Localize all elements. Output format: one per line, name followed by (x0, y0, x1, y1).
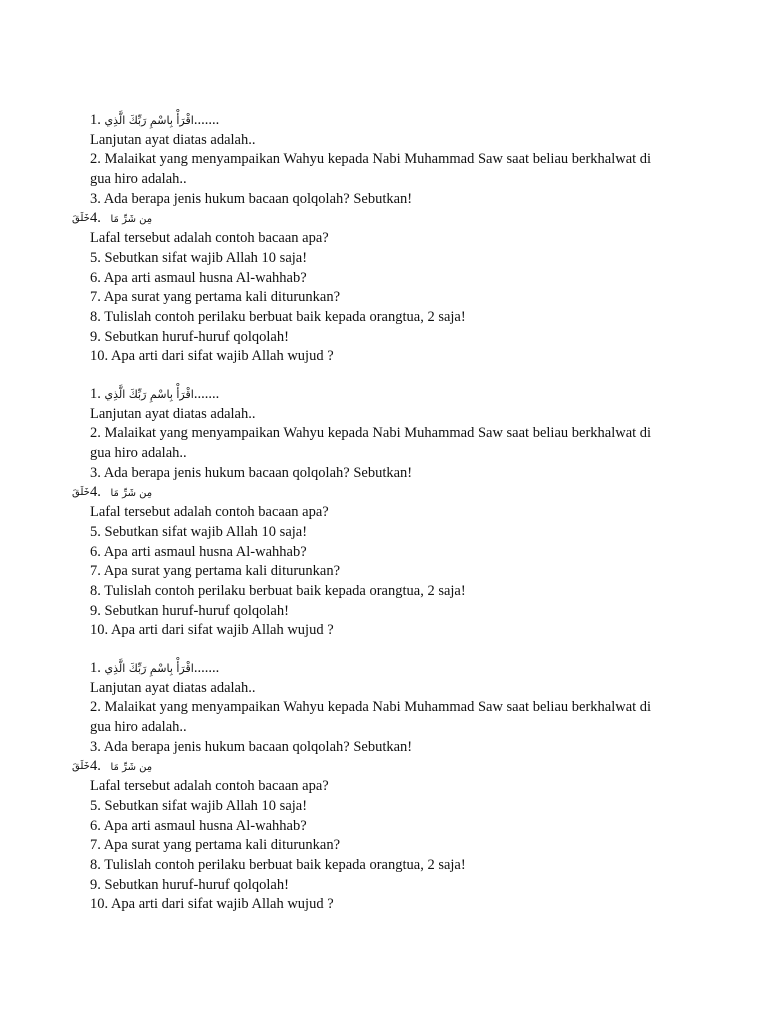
question-1-arabic: اقْرَأْ بِاسْمِ رَبِّكَ الَّذِي (104, 388, 194, 401)
question-4-arabic: مِن شَرِّ مَا (110, 488, 153, 500)
question-4-prefix-arabic: خَلَقَ (72, 487, 90, 499)
question-8: 8. Tulislah contoh perilaku berbuat baik kepada orangtua, 2 saja! (90, 856, 466, 873)
question-1-dots: ....... (193, 112, 220, 128)
question-2-line-1: 2. Malaikat yang menyampaikan Wahyu kepada Nabi Muhammad Saw saat beliau berkhalwat di (90, 699, 652, 716)
question-5: 5. Sebutkan sifat wajib Allah 10 saja! (90, 249, 308, 266)
question-5: 5. Sebutkan sifat wajib Allah 10 saja! (90, 797, 308, 814)
question-1-number: 1. (90, 112, 101, 128)
question-4 (72, 209, 690, 229)
question-4-prefix-arabic: خَلَقَ (72, 213, 90, 225)
question-2-line-2: gua hiro adalah.. (90, 719, 187, 736)
question-8: 8. Tulislah contoh perilaku berbuat baik kepada orangtua, 2 saja! (90, 582, 466, 599)
question-4-arabic: مِن شَرِّ مَا (110, 214, 153, 226)
question-3: 3. Ada berapa jenis hukum bacaan qolqolah? Sebutkan! (90, 738, 413, 755)
question-1-followup: Lanjutan ayat diatas adalah.. (90, 679, 256, 696)
question-4-prefix-arabic: خَلَقَ (72, 761, 90, 773)
question-3: 3. Ada berapa jenis hukum bacaan qolqolah? Sebutkan! (90, 190, 413, 207)
question-1 (90, 111, 690, 131)
question-1-dots: ....... (193, 386, 220, 402)
question-10: 10. Apa arti dari sifat wajib Allah wujud ? (90, 622, 334, 639)
question-6: 6. Apa arti asmaul husna Al-wahhab? (90, 817, 307, 834)
question-1 (90, 385, 690, 405)
question-4-followup: Lafal tersebut adalah contoh bacaan apa? (90, 504, 329, 521)
question-1-number: 1. (90, 660, 101, 676)
question-4-followup: Lafal tersebut adalah contoh bacaan apa? (90, 778, 329, 795)
question-1-arabic: اقْرَأْ بِاسْمِ رَبِّكَ الَّذِي (104, 114, 194, 127)
question-4-number: 4. (90, 758, 101, 775)
question-block-1 (72, 111, 690, 367)
question-5: 5. Sebutkan sifat wajib Allah 10 saja! (90, 523, 308, 540)
question-2-line-1: 2. Malaikat yang menyampaikan Wahyu kepada Nabi Muhammad Saw saat beliau berkhalwat di (90, 151, 652, 168)
question-block-3 (72, 659, 690, 915)
question-2-line-1: 2. Malaikat yang menyampaikan Wahyu kepada Nabi Muhammad Saw saat beliau berkhalwat di (90, 425, 652, 442)
question-9: 9. Sebutkan huruf-huruf qolqolah! (90, 328, 289, 345)
question-4-followup: Lafal tersebut adalah contoh bacaan apa? (90, 230, 329, 247)
question-9: 9. Sebutkan huruf-huruf qolqolah! (90, 876, 289, 893)
question-6: 6. Apa arti asmaul husna Al-wahhab? (90, 543, 307, 560)
question-4-number: 4. (90, 210, 101, 227)
question-7: 7. Apa surat yang pertama kali diturunkan? (90, 289, 341, 306)
question-1-followup: Lanjutan ayat diatas adalah.. (90, 405, 256, 422)
question-4 (72, 757, 690, 777)
question-10: 10. Apa arti dari sifat wajib Allah wujud ? (90, 896, 334, 913)
question-7: 7. Apa surat yang pertama kali diturunkan? (90, 837, 341, 854)
question-2-line-2: gua hiro adalah.. (90, 171, 187, 188)
question-4-arabic: مِن شَرِّ مَا (110, 762, 153, 774)
question-2-line-2: gua hiro adalah.. (90, 445, 187, 462)
question-block-2 (72, 385, 690, 641)
question-1-number: 1. (90, 386, 101, 402)
question-8: 8. Tulislah contoh perilaku berbuat baik kepada orangtua, 2 saja! (90, 308, 466, 325)
question-10: 10. Apa arti dari sifat wajib Allah wujud ? (90, 348, 334, 365)
question-4 (72, 483, 690, 503)
question-9: 9. Sebutkan huruf-huruf qolqolah! (90, 602, 289, 619)
question-1-arabic: اقْرَأْ بِاسْمِ رَبِّكَ الَّذِي (104, 662, 194, 675)
question-7: 7. Apa surat yang pertama kali diturunkan? (90, 563, 341, 580)
question-1 (90, 659, 690, 679)
question-3: 3. Ada berapa jenis hukum bacaan qolqolah? Sebutkan! (90, 464, 413, 481)
question-1-dots: ....... (193, 660, 220, 676)
question-1-followup: Lanjutan ayat diatas adalah.. (90, 131, 256, 148)
question-6: 6. Apa arti asmaul husna Al-wahhab? (90, 269, 307, 286)
question-4-number: 4. (90, 484, 101, 501)
